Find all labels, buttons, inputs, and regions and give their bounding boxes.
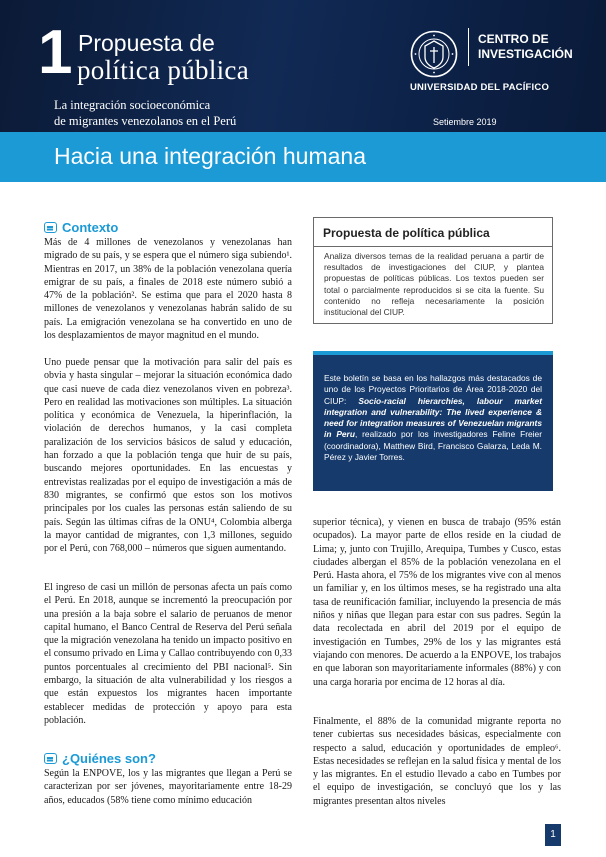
paragraph-quienes-3: Finalmente, el 88% de la comunidad migrante reporta no tener cubiertas sus necesidades básicas, especialmente con respecto a salud, educación y oportunidades de empleo⁶. Estas necesidades se reflejan en la salud física y mental de los y las migrantes. En el estudio llevado a cabo en Tumbes por el equipo de investigación, se concluyó que los y las migrantes presentan altos niveles <box>313 716 561 807</box>
policy-info-box <box>313 217 553 324</box>
section-heading-quienes: ¿Quiénes son? <box>62 751 156 766</box>
issue-date: Setiembre 2019 <box>433 117 497 127</box>
subtitle <box>54 97 294 129</box>
issue-number: 1 <box>38 18 73 87</box>
banner <box>0 132 606 182</box>
policy-box-body: Analiza diversos temas de la realidad peruana a partir de resultados de investigaciones del CIUP, y plantea propuestas de políticas públicas. Los textos pueden ser total o parcialmente reproducidos si se cita la fuente. Su contenido no refleja necesariamente la posición institucional del CIUP. <box>324 251 544 318</box>
policy-box-divider <box>314 246 552 247</box>
paragraph-quienes-1: Según la ENPOVE, los y las migrantes que llegan a Perú se caracterizan por ser jóvenes, mayoritariamente entre 18-29 años, educados (58% tiene como mínimo educación <box>44 768 292 806</box>
org-name-line-1: CENTRO DE <box>478 32 549 46</box>
policy-box-title: Propuesta de política pública <box>323 226 490 240</box>
page-number: 1 <box>545 824 561 846</box>
university-seal-icon <box>410 30 458 78</box>
paragraph-quienes-2: superior técnica), y vienen en busca de trabajo (95% están ocupados). La mayor parte de ellos reside en la ciudad de Lima; y, junto con Trujillo, Arequipa, Tumbes y Cusco, estas ciudades albergan el 85% de la población venezolana en el Perú. Hasta ahora, el 75% de los migrantes vive con al menos un familiar y, en los últimos meses, se ha registrado una alta tasa de reunificación familiar, incluyendo la presencia de más niños y niñas que llegan para estar con sus padres. Según la data recolectada en abril del 2019 por el equipo de investigación en Tumbes, 29% de los y las migrantes está viajando con menores. De acuerdo a la ENPOVE, los trabajos en que laboran son mayoritariamente informales (88%) y con una carga horaria por encima de 12 horas al día. <box>313 517 561 688</box>
org-name-line-2: INVESTIGACIÓN <box>478 47 573 61</box>
subtitle-line-2: de migrantes venezolanos en el Perú <box>54 114 237 128</box>
header <box>0 0 606 132</box>
speech-bubble-icon <box>44 222 57 233</box>
university-name: UNIVERSIDAD DEL PACÍFICO <box>410 82 550 93</box>
section-heading-contexto: Contexto <box>62 220 119 235</box>
banner-title: Hacia una integración humana <box>54 143 366 169</box>
project-box-accent <box>313 351 553 355</box>
title-line-2: política pública <box>77 55 249 85</box>
project-box-project-title: Socio-racial hierarchies, labour market integration and vulnerability: The lived experience & need for integration measures of Venezuelan migrants in Peru <box>324 395 542 440</box>
project-box-intro: Este boletín se basa en los hallazgos más destacados de uno de los Proyectos Prioritarios de Área 2018-2020 del CIUP: <box>324 373 542 406</box>
paragraph-contexto-3: El ingreso de casi un millón de personas afecta un país como el Perú. En 2018, aunque se incrementó la preocupación por una presión a la baja sobre el salario de peruanos de menor capital humano, el Banco Central de Reserva del Perú señala que la migración venezolana ha tenido un impacto positivo en el consumo privado en Lima y Callao contribuyendo con 0,33 puntos porcentuales al crecimiento del PBI nacional⁵. Sin embargo, la situación de alta vulnerabilidad y los riesgos a que están expuestos los migrantes hacen importante establecer medidas de protección y apoyo para esta población. <box>44 582 292 726</box>
speech-bubble-icon <box>44 753 57 764</box>
project-box-tail: , realizado por los investigadores Feline Freier (coordinadora), Matthew Bird, Francisco Galarza, Leda M. Pérez y Javier Torres. <box>324 429 542 463</box>
subtitle-line-1: La integración socioeconómica <box>54 98 211 112</box>
paragraph-contexto-2: Uno puede pensar que la motivación para salir del país es obvia y hasta singular – mejorar la situación económica dado que casi nueve de cada diez venezolanos viven en pobreza³. Pero en realidad las motivaciones son múltiples. La situación política y económica de Venezuela, la hiperinflación, la violación de derechos humanos, y la casi completa paralización de los servicios básicos de salud y educación, han forzado a que la población tenga que huir de su país, buscando mejores oportunidades. En las encuestas y entrevistas realizadas por el equipo de investigación a más de 830 migrantes, se confirmó que estos son los motivos principales por los cuales las personas están saliendo de su país. Según las últimas cifras de la ONU⁴, Colombia alberga la mayor cantidad de migrantes, con 1,3 millones, seguido por el Perú, con 768,000 – números que siguen aumentando. <box>44 357 292 555</box>
project-box-body <box>324 373 542 463</box>
logo-divider <box>468 28 469 66</box>
org-name <box>478 32 573 62</box>
paragraph-contexto-1: Más de 4 millones de venezolanos y venezolanas han migrado de su país, y se espera que el número siga subiendo¹. Mientras en 2017, un 38% de la población venezolana quería emigrar de su país, a finales de 2018 este número subió a 47% de la población². Se estima que para el 2020 hasta 8 millones de venezolanos y venezolanas habrán salido de su país. La emigración venezolana se ha convertido en uno de los desplazamientos de mayor magnitud en el mundo. <box>44 237 292 342</box>
project-info-box <box>313 351 553 491</box>
title-line-1: Propuesta de <box>78 30 215 56</box>
